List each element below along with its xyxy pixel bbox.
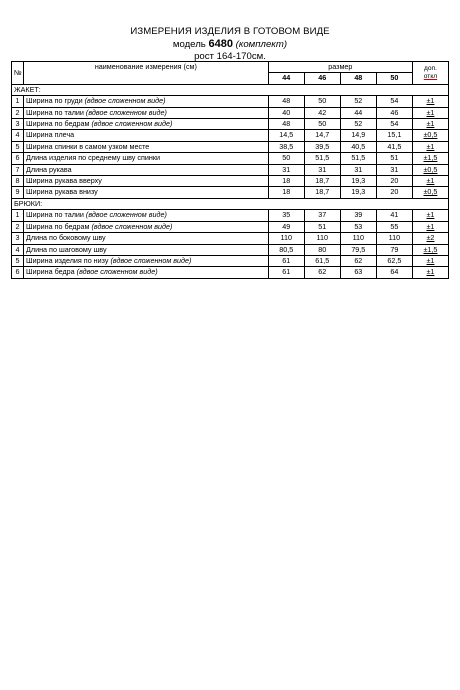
measurement-note: (вдвое сложенном виде): [84, 96, 166, 106]
tolerance-value: ±1: [426, 96, 435, 106]
tolerance-value: ±1: [426, 267, 435, 277]
tolerance-value: ±1: [426, 141, 435, 151]
measurements-table: [11, 61, 449, 279]
measurement-name-cell: [24, 244, 269, 255]
size-value-50: 110: [376, 233, 412, 244]
document-header: [0, 26, 460, 62]
tolerance-value: ±1,5: [423, 244, 438, 254]
tolerance-cell: [412, 244, 448, 255]
size-value-44: 80,5: [268, 244, 304, 255]
measurement-note: (вдвое сложенном виде): [76, 267, 158, 277]
tolerance-value: ±0,5: [423, 164, 438, 174]
size-value-46: 50: [304, 96, 340, 107]
measurement-name-cell: [24, 107, 269, 118]
size-value-48: 19,3: [340, 176, 376, 187]
measurement-name: Ширина по груди: [26, 96, 83, 106]
tolerance-cell: [412, 210, 448, 221]
table-row: [12, 210, 449, 221]
row-number: 1: [12, 210, 24, 221]
size-value-46: 14,7: [304, 130, 340, 141]
header-tolerance: [412, 62, 448, 85]
size-value-46: 51,5: [304, 153, 340, 164]
table-row: [12, 233, 449, 244]
measurement-note: (вдвое сложенном виде): [91, 119, 173, 129]
size-value-50: 31: [376, 164, 412, 175]
size-value-48: 110: [340, 233, 376, 244]
measurement-name: Длина по шаговому шву: [26, 244, 107, 254]
size-value-50: 15,1: [376, 130, 412, 141]
measurement-name-cell: [24, 187, 269, 198]
size-value-48: 14,9: [340, 130, 376, 141]
size-value-46: 50: [304, 119, 340, 130]
size-value-50: 54: [376, 96, 412, 107]
measurement-note: (вдвое сложенном виде): [85, 210, 167, 220]
row-number: 4: [12, 244, 24, 255]
size-value-48: 52: [340, 119, 376, 130]
size-value-44: 14,5: [268, 130, 304, 141]
tolerance-cell: [412, 153, 448, 164]
measurement-name: Ширина спинки в самом узком месте: [26, 141, 150, 151]
measurement-name: Ширина по бедрам: [26, 221, 90, 231]
row-number: 5: [12, 255, 24, 266]
measurement-name-cell: [24, 221, 269, 232]
row-number: 7: [12, 164, 24, 175]
size-value-46: 61,5: [304, 255, 340, 266]
measurement-note: (вдвое сложенном виде): [91, 221, 173, 231]
row-number: 1: [12, 96, 24, 107]
measurement-note: (вдвое сложенном виде): [85, 107, 167, 117]
row-number: 5: [12, 141, 24, 152]
size-value-50: 55: [376, 221, 412, 232]
size-value-48: 40,5: [340, 141, 376, 152]
row-number: 9: [12, 187, 24, 198]
tolerance-value: ±1: [426, 255, 435, 265]
size-value-46: 62: [304, 267, 340, 278]
tolerance-cell: [412, 141, 448, 152]
tolerance-cell: [412, 164, 448, 175]
model-line: [0, 38, 460, 51]
section-title: БРЮКИ:: [12, 198, 449, 209]
header-size: размер: [268, 62, 412, 73]
size-value-46: 110: [304, 233, 340, 244]
size-value-46: 18,7: [304, 187, 340, 198]
measurement-name: Ширина по талии: [26, 210, 84, 220]
tolerance-cell: [412, 119, 448, 130]
size-44: 44: [268, 73, 304, 84]
size-value-50: 20: [376, 187, 412, 198]
size-value-48: 39: [340, 210, 376, 221]
table-row: [12, 107, 449, 118]
table-row: [12, 187, 449, 198]
size-value-44: 18: [268, 187, 304, 198]
row-number: 2: [12, 107, 24, 118]
row-number: 8: [12, 176, 24, 187]
table-row: [12, 153, 449, 164]
tolerance-cell: [412, 96, 448, 107]
measurement-name: Ширина по талии: [26, 107, 84, 117]
tolerance-cell: [412, 107, 448, 118]
size-value-50: 41,5: [376, 141, 412, 152]
header-tolerance-line2: откл: [423, 72, 438, 80]
size-value-48: 44: [340, 107, 376, 118]
size-value-44: 31: [268, 164, 304, 175]
size-value-44: 48: [268, 119, 304, 130]
tolerance-cell: [412, 176, 448, 187]
table-body: [12, 84, 449, 278]
tolerance-cell: [412, 233, 448, 244]
size-value-50: 20: [376, 176, 412, 187]
header-measurement-name: наименование измерения (см): [24, 62, 269, 85]
table-row: [12, 221, 449, 232]
size-value-50: 79: [376, 244, 412, 255]
tolerance-value: ±2: [426, 233, 435, 243]
size-value-44: 18: [268, 176, 304, 187]
size-value-48: 62: [340, 255, 376, 266]
size-value-46: 51: [304, 221, 340, 232]
measurement-name-cell: [24, 119, 269, 130]
size-value-44: 35: [268, 210, 304, 221]
size-value-48: 19,3: [340, 187, 376, 198]
section-title: ЖАКЕТ:: [12, 84, 449, 95]
model-kind: (комплект): [235, 39, 288, 50]
size-value-48: 53: [340, 221, 376, 232]
size-48: 48: [340, 73, 376, 84]
size-value-46: 31: [304, 164, 340, 175]
size-value-46: 80: [304, 244, 340, 255]
measurement-name: Длина изделия по среднему шву спинки: [26, 153, 160, 163]
model-prefix: модель: [172, 39, 206, 50]
size-value-46: 42: [304, 107, 340, 118]
size-value-48: 31: [340, 164, 376, 175]
table-row: [12, 130, 449, 141]
tolerance-value: ±1: [426, 119, 435, 129]
size-value-46: 39,5: [304, 141, 340, 152]
table-row: [12, 244, 449, 255]
size-value-48: 63: [340, 267, 376, 278]
size-46: 46: [304, 73, 340, 84]
header-tolerance-line1: доп.: [424, 64, 437, 72]
table-row: [12, 176, 449, 187]
section-row: [12, 84, 449, 95]
document-title: ИЗМЕРЕНИЯ ИЗДЕЛИЯ В ГОТОВОМ ВИДЕ: [130, 26, 330, 37]
table-header-row: [12, 62, 449, 73]
row-number: 3: [12, 119, 24, 130]
table-row: [12, 119, 449, 130]
tolerance-value: ±0,5: [423, 130, 438, 140]
tolerance-value: ±1,5: [423, 153, 438, 163]
measurement-name-cell: [24, 141, 269, 152]
size-value-44: 49: [268, 221, 304, 232]
tolerance-value: ±1: [426, 221, 435, 231]
table-row: [12, 141, 449, 152]
size-value-44: 48: [268, 96, 304, 107]
section-row: [12, 198, 449, 209]
size-value-48: 79,5: [340, 244, 376, 255]
measurement-name-cell: [24, 210, 269, 221]
size-value-50: 41: [376, 210, 412, 221]
tolerance-cell: [412, 187, 448, 198]
measurement-name-cell: [24, 96, 269, 107]
tolerance-cell: [412, 255, 448, 266]
measurement-name-cell: [24, 164, 269, 175]
size-value-46: 18,7: [304, 176, 340, 187]
row-number: 4: [12, 130, 24, 141]
table-row: [12, 164, 449, 175]
size-value-50: 54: [376, 119, 412, 130]
tolerance-cell: [412, 221, 448, 232]
measurement-name: Длина рукава: [26, 164, 72, 174]
row-number: 3: [12, 233, 24, 244]
size-50: 50: [376, 73, 412, 84]
tolerance-cell: [412, 267, 448, 278]
tolerance-value: ±1: [426, 107, 435, 117]
measurement-name-cell: [24, 267, 269, 278]
tolerance-value: ±0,5: [423, 187, 438, 197]
measurement-name: Ширина бедра: [26, 267, 75, 277]
row-number: 6: [12, 267, 24, 278]
measurement-name-cell: [24, 233, 269, 244]
measurement-note: (вдвое сложенном виде): [110, 255, 192, 265]
size-value-44: 61: [268, 255, 304, 266]
measurement-name-cell: [24, 176, 269, 187]
measurement-name: Ширина рукава вверху: [26, 176, 102, 186]
table-row: [12, 267, 449, 278]
table-row: [12, 255, 449, 266]
size-value-50: 62,5: [376, 255, 412, 266]
size-value-50: 46: [376, 107, 412, 118]
tolerance-cell: [412, 130, 448, 141]
measurement-name-cell: [24, 255, 269, 266]
size-value-44: 50: [268, 153, 304, 164]
row-number: 6: [12, 153, 24, 164]
measurement-name: Ширина изделия по низу: [26, 255, 109, 265]
size-value-44: 40: [268, 107, 304, 118]
size-value-48: 51,5: [340, 153, 376, 164]
row-number: 2: [12, 221, 24, 232]
size-value-50: 51: [376, 153, 412, 164]
size-value-48: 52: [340, 96, 376, 107]
table-row: [12, 96, 449, 107]
height-range: рост 164-170см.: [194, 51, 266, 62]
model-number: 6480: [208, 38, 233, 50]
measurement-name: Длина по боковому шву: [26, 233, 106, 243]
size-value-44: 110: [268, 233, 304, 244]
size-value-44: 61: [268, 267, 304, 278]
tolerance-value: ±1: [426, 210, 435, 220]
tolerance-value: ±1: [426, 176, 435, 186]
measurement-name: Ширина по бедрам: [26, 119, 90, 129]
size-value-46: 37: [304, 210, 340, 221]
size-value-44: 38,5: [268, 141, 304, 152]
measurement-name-cell: [24, 153, 269, 164]
measurement-name-cell: [24, 130, 269, 141]
size-value-50: 64: [376, 267, 412, 278]
header-number: №: [12, 62, 24, 85]
measurement-name: Ширина плеча: [26, 130, 75, 140]
measurement-name: Ширина рукава внизу: [26, 187, 98, 197]
